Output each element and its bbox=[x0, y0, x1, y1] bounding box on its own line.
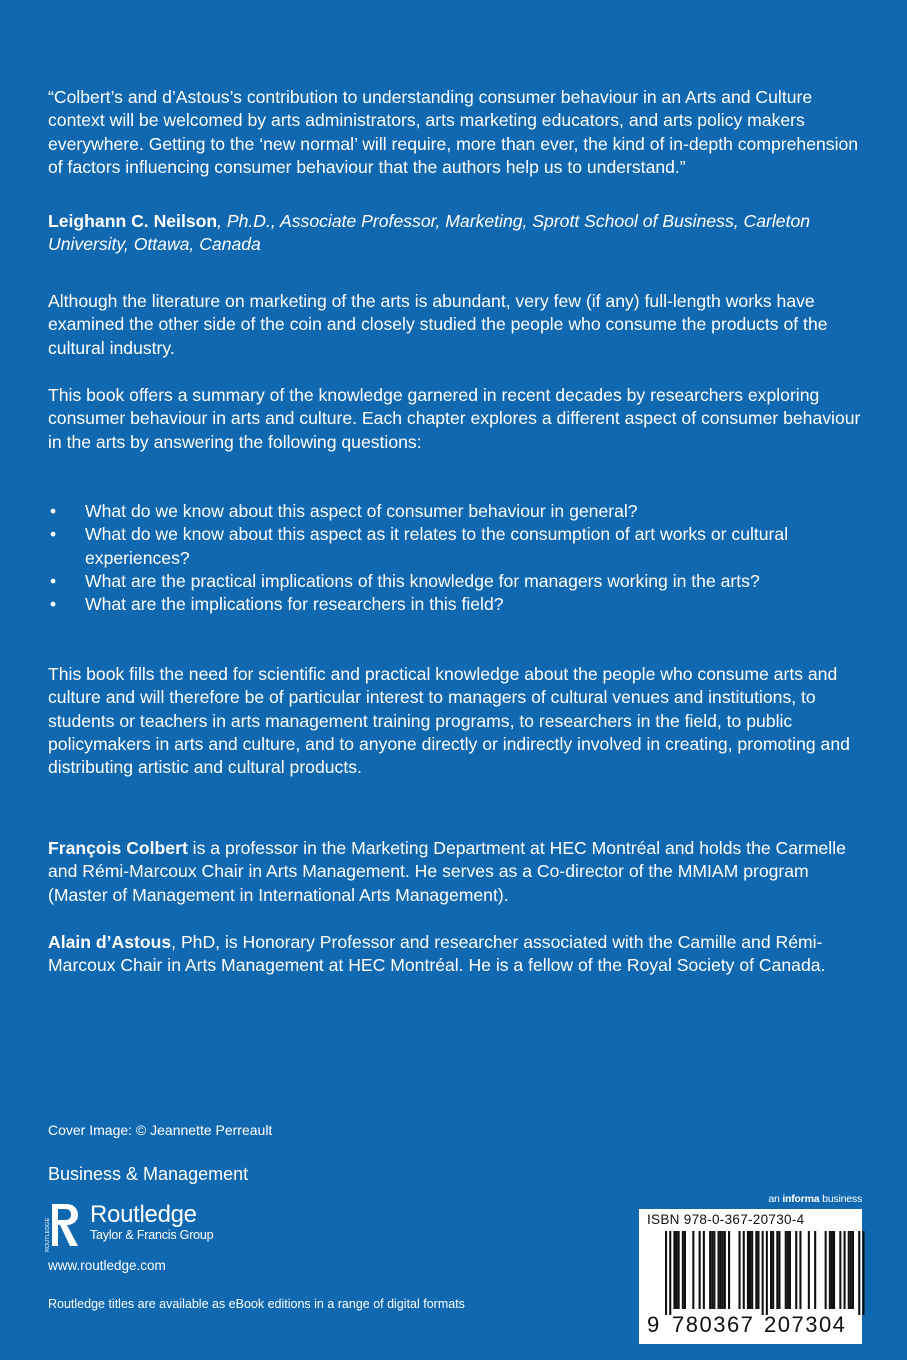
barcode-bar bbox=[718, 1231, 720, 1309]
routledge-logo-icon bbox=[46, 1202, 82, 1254]
barcode-bar bbox=[795, 1231, 797, 1309]
author-name: Alain d’Astous bbox=[48, 932, 172, 952]
barcode-bar bbox=[699, 1231, 701, 1309]
barcode-bar bbox=[669, 1231, 671, 1315]
barcode-bar bbox=[862, 1231, 864, 1315]
barcode-bar bbox=[785, 1231, 787, 1309]
quote-author-name: Leighann C. Neilson bbox=[48, 211, 218, 231]
barcode-bar bbox=[770, 1231, 772, 1309]
closing-paragraph: This book fills the need for scientific and practical knowledge about the people who consume arts and culture and will therefore be of particular interest to managers of cultural venues and institutions, to students or teachers in arts management training programs, to researchers in the field, to public policymakers in arts and culture, and to anyone directly or indirectly involved in creating, promoting and distributing artistic and cultural products. bbox=[48, 664, 850, 778]
barcode-bar bbox=[772, 1231, 774, 1309]
list-item: • What are the implications for researchers in this field? bbox=[48, 593, 868, 616]
barcode-bar bbox=[673, 1231, 675, 1309]
publisher-name: Routledge bbox=[90, 1201, 197, 1228]
quote-author-role: , Ph.D., Associate Professor, Marketing, Sprott School of Business, Carleton University, Ottawa, Canada bbox=[48, 211, 811, 255]
barcode-bar bbox=[711, 1231, 713, 1309]
description-paragraph-2: This book offers a summary of the knowledge garnered in recent decades by researchers exploring consumer behaviour in arts and culture. Each chapter explores a different aspect of consumer behaviour in the arts by answering the following questions: bbox=[48, 385, 861, 452]
publisher-logo bbox=[46, 1202, 213, 1254]
barcode-bar bbox=[684, 1231, 686, 1309]
author-bio-text: is a professor in the Marketing Department at HEC Montréal and holds the Carmelle and Rémi-Marcoux Chair in Arts Management. He serves as a Co-director of the MMIAM program (Master of Management in International Arts Management). bbox=[48, 838, 846, 905]
subject-category: Business & Management bbox=[48, 1164, 249, 1184]
barcode-bar bbox=[814, 1231, 816, 1309]
barcode-bar bbox=[825, 1231, 827, 1309]
barcode-bar bbox=[778, 1231, 780, 1309]
bullet-icon: • bbox=[50, 524, 57, 545]
barcode-bar bbox=[751, 1231, 753, 1309]
barcode-bar bbox=[676, 1231, 678, 1309]
barcode-digits-right: 207304 bbox=[764, 1312, 847, 1337]
barcode-bar bbox=[682, 1231, 684, 1309]
bullet-icon: • bbox=[50, 501, 57, 521]
publisher-website: www.routledge.com bbox=[48, 1258, 166, 1273]
barcode-bar bbox=[833, 1231, 835, 1309]
barcode-bar bbox=[720, 1231, 722, 1309]
barcode-bar bbox=[709, 1231, 711, 1309]
bullet-icon: • bbox=[50, 570, 57, 591]
barcode-bar bbox=[713, 1231, 715, 1309]
description-paragraph-1: Although the literature on marketing of the arts is abundant, very few (if any) full-length works have examined the other side of the coin and closely studied the people who consume the products of the cultural industry. bbox=[48, 291, 828, 358]
barcode-bar bbox=[755, 1231, 757, 1309]
barcode-bar bbox=[724, 1231, 726, 1309]
informa-brand: informa bbox=[782, 1193, 820, 1205]
barcode-bar bbox=[850, 1231, 852, 1309]
list-item: • What do we know about this aspect as it relates to the consumption of art works or cultural experiences? bbox=[50, 524, 789, 568]
barcode-bar bbox=[762, 1231, 764, 1315]
barcode-bar bbox=[703, 1231, 705, 1309]
quote-attribution bbox=[48, 210, 868, 257]
barcode-digits-left: 780367 bbox=[672, 1312, 755, 1337]
barcode-bar bbox=[692, 1231, 694, 1309]
list-item: • What do we know about this aspect of consumer behaviour in general? bbox=[48, 500, 868, 523]
barcode-bar bbox=[749, 1231, 751, 1309]
barcode-bar bbox=[739, 1231, 741, 1309]
barcode-bar bbox=[787, 1231, 789, 1309]
barcode-bar bbox=[728, 1231, 730, 1309]
ebook-note: Routledge titles are available as eBook editions in a range of digital formats bbox=[48, 1297, 465, 1311]
cover-image-credit: Cover Image: © Jeannette Perreault bbox=[48, 1122, 273, 1138]
barcode-bar bbox=[743, 1231, 745, 1309]
barcode-panel bbox=[639, 1209, 862, 1344]
barcode-bar bbox=[839, 1231, 841, 1309]
barcode bbox=[639, 1231, 862, 1315]
bullet-icon: • bbox=[50, 594, 57, 615]
barcode-bar bbox=[757, 1231, 759, 1309]
barcode-bar bbox=[747, 1231, 749, 1309]
barcode-bar bbox=[799, 1231, 801, 1309]
barcode-bar bbox=[665, 1231, 667, 1315]
author-name: François Colbert bbox=[48, 838, 188, 858]
barcode-bar bbox=[852, 1231, 854, 1309]
barcode-bar bbox=[858, 1231, 860, 1315]
author-bio-dastous bbox=[48, 931, 868, 978]
isbn-label: ISBN 978-0-367-20730-4 bbox=[647, 1212, 805, 1227]
barcode-bar bbox=[766, 1231, 768, 1315]
publisher-logo-text bbox=[90, 1202, 213, 1242]
barcode-bar bbox=[848, 1231, 850, 1309]
list-item: • What are the practical implications of this knowledge for managers working in the arts? bbox=[48, 570, 868, 593]
endorsement-quote: “Colbert’s and d’Astous’s contribution to understanding consumer behaviour in an Arts and Culture context will be welcomed by arts administrators, arts marketing educators, and arts policy makers everywhere. Getting to the ‘new normal’ will require, more than ever, the kind of in-depth comprehension of factors influencing consumer behaviour that the authors help us to understand.” bbox=[48, 87, 859, 177]
author-bio-text: , PhD, is Honorary Professor and researcher associated with the Camille and Rémi-Marcoux Chair in Arts Management at HEC Montréal. He is a fellow of the Royal Society of Canada. bbox=[48, 932, 826, 976]
barcode-bar bbox=[831, 1231, 833, 1309]
publisher-group: Taylor & Francis Group bbox=[90, 1228, 214, 1242]
barcode-bar bbox=[722, 1231, 724, 1309]
routledge-logo-vertical-text: ROUTLEDGE bbox=[45, 1217, 51, 1252]
barcode-bar bbox=[844, 1231, 846, 1309]
barcode-bar bbox=[678, 1231, 680, 1309]
author-bio-colbert bbox=[48, 837, 868, 907]
informa-tagline: an informa business bbox=[768, 1193, 862, 1205]
barcode-first-digit: 9 bbox=[647, 1312, 661, 1337]
barcode-bar bbox=[829, 1231, 831, 1309]
barcode-bar bbox=[776, 1231, 778, 1309]
barcode-bar bbox=[789, 1231, 791, 1309]
questions-list bbox=[48, 500, 868, 616]
barcode-bar bbox=[808, 1231, 810, 1309]
